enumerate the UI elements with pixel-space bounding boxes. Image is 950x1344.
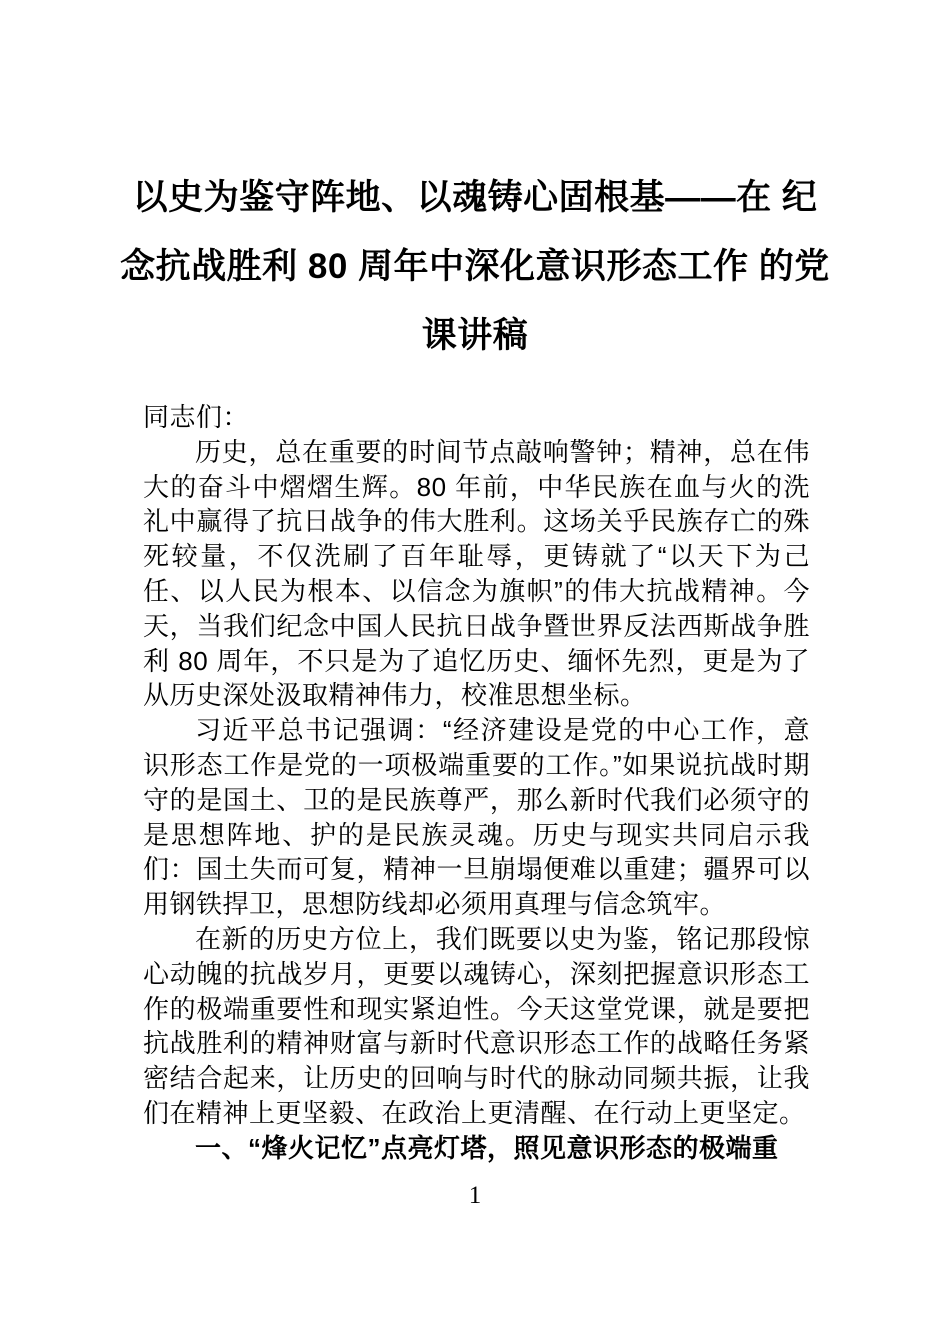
document-title	[115, 163, 835, 370]
section-heading: 一、“烽火记忆”点亮灯塔，照见意识形态的极端重	[195, 1132, 779, 1163]
title-line: 纪念抗战胜利 80 周年中深化意识形态工作	[120, 178, 818, 286]
paragraph: 习近平总书记强调：“经济建设是党的中心工作，意识形态工作是党的一项极端重要的工作。”如果说抗战时期守的是国土、卫的是民族尊严，那么新时代我们必须守的是思想阵地、护的是民族灵魂。历史与现实共同启示我们：国土失而可复，精神一旦崩塌便难以重建；疆界可以用钢铁捍卫，思想防线却必须用真理与信念筑牢。	[143, 715, 810, 920]
paragraph: 在新的历史方位上，我们既要以史为鉴，铭记那段惊心动魄的抗战岁月，更要以魂铸心，深刻把握意识形态工作的极端重要性和现实紧迫性。今天这堂党课，就是要把抗战胜利的精神财富与新时代意识形态工作的战略任务紧密结合起来，让历史的回响与时代的脉动同频共振，让我们在精神上更坚毅、在政治上更清醒、在行动上更坚定。	[143, 923, 810, 1128]
title-line: 的党课讲稿	[421, 247, 830, 355]
paragraph: 历史，总在重要的时间节点敲响警钟；精神，总在伟大的奋斗中熠熠生辉。80 年前，中华民族在血与火的洗礼中赢得了抗日战争的伟大胜利。这场关乎民族存亡的殊死较量，不仅洗刷了百年耻辱，更铸就了“以天下为己任、以人民为根本、以信念为旗帜”的伟大抗战精神。今天，当我们纪念中国人民抗日战争暨世界反法西斯战争胜利 80 周年，不只是为了追忆历史、缅怀先烈，更是为了从历史深处汲取精神伟力，校准思想坐标。	[143, 436, 810, 711]
document-body	[143, 400, 810, 1166]
title-line: 以史为鉴守阵地、以魂铸心固根基——在	[132, 178, 772, 217]
page-number: 1	[468, 1182, 482, 1209]
salutation: 同志们：	[143, 402, 250, 432]
